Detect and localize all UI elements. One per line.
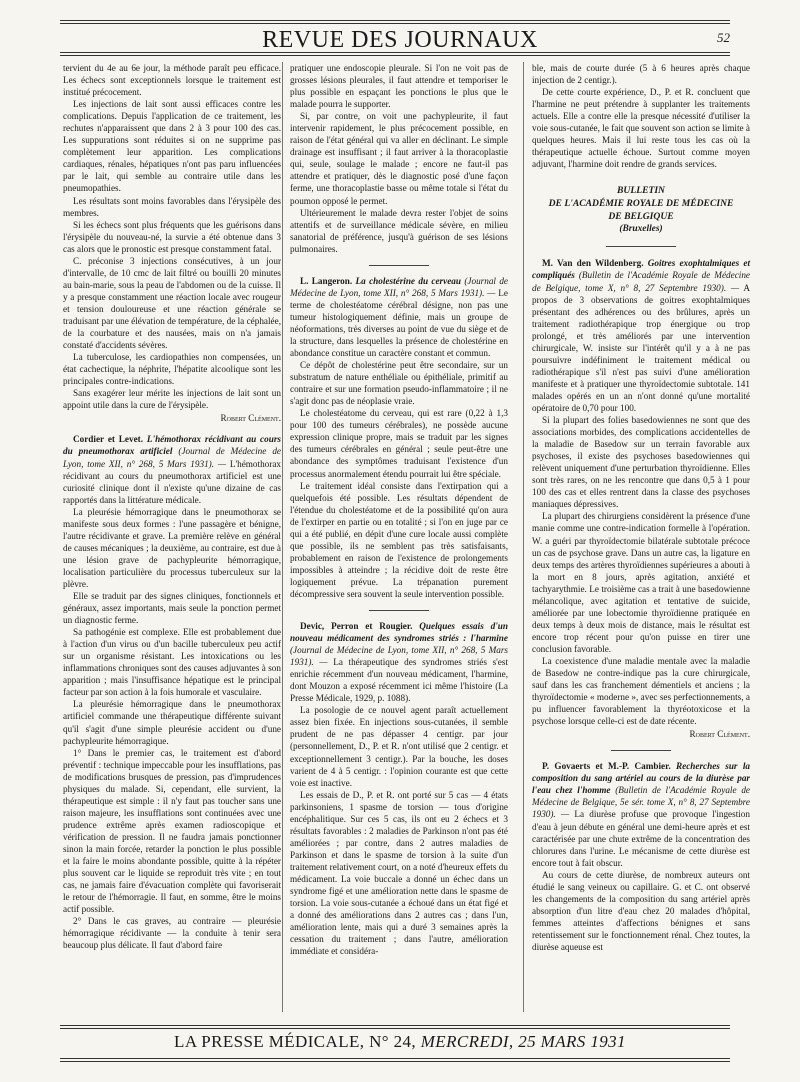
paragraph: Le terme de cholestéatome cérébral désigne, non pas une tumeur histologiquement définie, mais un groupe de néoformations, très diverses au point de vue du siège et de la structure, dans lesquelles la présence de cholestérine en abondance constitue un caractère constant et commun. bbox=[290, 287, 508, 359]
footer-rule-top-inner bbox=[60, 1028, 730, 1029]
header-rule-bottom-inner bbox=[60, 55, 730, 56]
article-title: La cholestérine du cerveau bbox=[355, 275, 461, 286]
paragraph: 2° Dans le cas graves, au contraire — pleurésie hémorragique récidivante — la conduite à tenir sera beaucoup plus délicate. Il faut d'abord faire bbox=[63, 916, 281, 951]
paragraph: Les injections de lait sont aussi efficaces contre les complications. Depuis l'application de ce traitement, les rechutes n'apparaissent que dans 2 à 3 pour 100 des cas. Les suppurations sont réduites si on ne supprime pas complètement leur apparition. Les complications cardiaques, rénales, hépatiques n'ont pas paru influencées par le lait, qui semble au contraire utile dans les pneumopathies. bbox=[63, 99, 281, 194]
paragraph: La diurèse profuse que provoque l'ingestion d'eau à jeun débute en général une demi-heure après et est caractérisée par une chute extrême de la concentration des chlorures dans l'urine. Le mécanisme de cette diurèse est encore tout à fait obscur. bbox=[532, 809, 750, 868]
signature: Robert Clément. bbox=[689, 729, 750, 740]
footer-rule-bottom-inner bbox=[60, 1061, 730, 1062]
article-reference: (Bulletin de l'Académie Royale de Médecine de Belgique, 5e sér. tome X, n° 8, 27 Septembre 1930). — bbox=[532, 785, 750, 820]
paragraph: Elle se traduit par des signes cliniques, fonctionnels et généraux, assez importants, mais seule la ponction permet un diagnostic ferme. bbox=[63, 591, 281, 626]
article-authors: P. Govaerts et M.-P. Cambier. bbox=[542, 761, 671, 772]
paragraph: Sans exagérer leur mérite les injections de lait sont un appoint utile dans la cure de l'érysipèle. bbox=[63, 388, 281, 411]
paragraph: Le cholestéatome du cerveau, qui est rare (0,22 à 1,3 pour 100 des tumeurs cérébrales), ne possède aucune expression clinique propre, mais se traduit par les signes des tumeurs cérébrales en général ; seule peut-être une abondance des symptômes traduisant l'existence d'un processus anormalement étendu pourrait lui être spéciale. bbox=[290, 408, 508, 479]
article-title: Quelques essais d'un nouveau médicament des syndromes striés : l'harmine bbox=[290, 621, 508, 644]
footer-date: MERCREDI, 25 MARS 1931 bbox=[420, 1032, 626, 1051]
column-1 bbox=[63, 62, 281, 951]
article-reference: (Journal de Médecine de Lyon, tome XII, n° 268, 5 Mars 1931). — bbox=[290, 645, 508, 668]
paragraph: C. préconise 3 injections consécutives, à un jour d'intervalle, de 10 cmc de lait filtré ou bouilli 20 minutes au bain-marie, sous la peau de l'abdomen ou de la cuisse. Il y a presque constamment une réaction locale avec rougeur et tension douloureuse et une réaction générale se traduisant par une élévation de température, de la céphalée, de la courbature et des nausées, mais on n'a jamais constaté d'accidents sévères. bbox=[63, 255, 281, 351]
page-footer bbox=[0, 1032, 800, 1052]
footer-journal: LA PRESSE MÉDICALE, bbox=[174, 1032, 365, 1051]
article-heading bbox=[290, 275, 508, 359]
footer-issue: N° 24, bbox=[369, 1032, 417, 1051]
paragraph: La pleurésie hémorragique dans le pneumothorax se manifeste sous deux formes : l'une passagère et bénigne, l'autre récidivante et grave. La première relève en général de causes mécaniques ; la deuxième, au contraire, est due à une lésion grave de pachypleurite hémorragique, localisation particulière du processus tuberculeux sur la plèvre. bbox=[63, 506, 281, 589]
paragraph: La plupart des chirurgiens considèrent la présence d'une manie comme une contre-indication formelle à l'opération. W. a guéri par thyroïdectomie bilatérale subtotale précoce un cas de psychose grave. Dans un autre cas, la ligature en deux temps des artères thyroïdiennes supérieures a abouti à la mort en 8 jours, après agitation, anxiété et tachyarythmie. Le troisième cas a trait à une basedowienne mélancolique, avec agitation et tentative de suicide, améliorée par une lobectomie thyroïdienne pratiquée en deux temps à deux mois de distance, mais le résultat est encore trop récent pour qu'on puisse en tirer une conclusion favorable. bbox=[532, 511, 750, 654]
paragraph: Les résultats sont moins favorables dans l'érysipèle des membres. bbox=[63, 195, 281, 218]
article-title: L'hémothorax récidivant au cours du pneumothorax artificiel bbox=[63, 434, 281, 457]
paragraph: De cette courte expérience, D., P. et R. concluent que l'harmine ne peut prétendre à supplanter les traitements actuels. Elle a contre elle la presque nécessité d'utiliser la voie sous-cutanée, le fait que souvent son action se limite à quelques heures. Mais il lui reste tous les cas où la thérapeutique actuelle échoue. Surtout comme moyen adjuvant, l'harmine doit rendre de grands services. bbox=[532, 87, 750, 170]
header-rule-top bbox=[60, 20, 730, 21]
paragraph: tervient du 4e au 6e jour, la méthode paraît peu efficace. Les échecs sont exceptionnels lorsque le traitement est institué précocement. bbox=[63, 63, 281, 98]
article-separator bbox=[369, 610, 429, 611]
bulletin-location: (Bruxelles) bbox=[619, 224, 663, 235]
article-reference: (Journal de Médecine de Lyon, tome XII, n° 268, 5 Mars 1931). — bbox=[290, 275, 508, 298]
paragraph: La coexistence d'une maladie mentale avec la maladie de Basedow ne contre-indique pas la cure chirurgicale, sauf dans les cas franchement démentiels et anciens ; la thyroïdectomie « moderne », avec ses perfectionnements, a pu influencer favorablement la thyréotoxicose et la psychose lorsque celle-ci est de date récente. bbox=[532, 655, 750, 727]
footer-rule-top bbox=[60, 1025, 730, 1026]
page-title: REVUE DES JOURNAUX bbox=[262, 27, 538, 53]
article-heading bbox=[63, 433, 281, 505]
column-2 bbox=[290, 62, 508, 957]
paragraph: La tuberculose, les cardiopathies non compensées, un état cachectique, la néphrite, l'hépatite alcoolique sont les principales contre-indications. bbox=[63, 352, 281, 387]
article-title: Recherches sur la composition du sang artériel au cours de la diurèse par l'eau chez l'homme bbox=[532, 761, 751, 796]
bulletin-line: DE BELGIQUE bbox=[608, 211, 674, 223]
article-authors: L. Langeron. bbox=[300, 275, 353, 286]
paragraph: La posologie de ce nouvel agent paraît actuellement assez bien fixée. En injections sous-cutanées, il semble prudent de ne pas dépasser 4 centigr. par jour (personnellement, D., P. et R. n'ont utilisé que 2 centigr. et exceptionnellement 3 centigr.). Par la bouche, les doses varient de 4 à 5 centigr. : l'opinion courante est que cette voie est inactive. bbox=[290, 705, 508, 788]
paragraph: pratiquer une endoscopie pleurale. Si l'on ne voit pas de grosses lésions pleurales, il faut attendre et temporiser le plus possible en espaçant les ponctions le plus que le malade pourra le supporter. bbox=[290, 63, 508, 110]
article-heading bbox=[532, 760, 750, 868]
paragraph: Au cours de cette diurèse, de nombreux auteurs ont étudié le sang veineux ou capillaire. G. et C. ont observé les changements de la composition du sang artériel après absorption d'un litre d'eau chez 20 malades d'hôpital, femmes atteintes d'affections bénignes et sans retentissement sur le fonctionnement rénal. Chez toutes, la diurèse aqueuse est bbox=[532, 869, 750, 952]
article-reference: (Bulletin de l'Académie Royale de Médecine de Belgique, tome X, n° 8, 27 Septembre 1930). — bbox=[532, 270, 750, 293]
signature: Robert Clément. bbox=[220, 413, 281, 424]
header-rule-bottom bbox=[60, 52, 730, 53]
article-authors: Devic, Perron et Rougier. bbox=[300, 621, 413, 632]
section-heading-bulletin bbox=[532, 184, 750, 236]
paragraph: Le traitement idéal consiste dans l'extirpation qui a quelquefois été possible. Les résultats dépendent de l'étendue du cholestéatome et de la possibilité qu'on aura de l'extirper en partie ou en totalité ; si l'on en juge par ce qui a été publié, en dépit d'une cure locale aussi complète que possible, ils ne semblent pas très satisfaisants, probablement en raison de l'existence de prolongements impossibles à atteindre ; la récidive doit de reste être logiquement prévue. La trépanation purement décompressive sera souvent la seule intervention possible. bbox=[290, 480, 508, 599]
paragraph: Si la plupart des folies basedowiennes ne sont que des associations morbides, des complications accidentelles de la maladie de Basedow sur un terrain favorable aux psychoses, il existe des psychoses basedowiennes qui relèvent uniquement d'une perturbation thyroïdienne. Elles sont très rares, on ne les rencontre que dans 0,5 à 1 pour 100 des cas et elles rentrent dans la classe des psychoses maniaques dépressives. bbox=[532, 415, 750, 510]
article-authors: M. Van den Wildenberg. bbox=[542, 258, 644, 269]
article-heading bbox=[290, 620, 508, 704]
column-divider-1 bbox=[282, 62, 283, 1012]
footer-rule-bottom bbox=[60, 1058, 730, 1059]
paragraph: 1° Dans le premier cas, le traitement est d'abord préventif : technique impeccable pour les insufflations, pas de modifications brusques de pression, pas d'imprudences physiques du malade. Si, cependant, elle survient, la thérapeutique est simple : il n'y faut pas toucher sans une raison majeure, les insufflations sont continuées avec une prudence extrême après examen radioscopique et vérification de pression. Il ne faudra jamais ponctionner sinon la main forcée, retarder la ponction le plus possible et la faire le moins abondante possible, quitte à la répéter plus souvent car le liquide se reproduit très vite ; en tout cas, ne jamais faire d'évacuation complète qui favoriserait le retour de l'hémorragie. Il faut, en somme, être le moins actif possible. bbox=[63, 747, 281, 915]
section-rule bbox=[606, 246, 676, 247]
bulletin-line: DE L'ACADÉMIE ROYALE DE MÉDECINE bbox=[548, 198, 734, 210]
paragraph: A propos de 3 observations de goitres exophtalmiques présentant des adhérences ou des brûlures, après un traitement radiothérapique trop énergique ou trop prolongé, et très améliorés par une intervention chirurgicale, W. insiste sur l'intérêt qu'il y a à ne pas poursuivre indéfiniment le traitement médical ou radiothérapique s'il n'est pas suivi d'une amélioration manifeste et à pratiquer une thyroïdectomie subtotale. 141 malades opérés en un an n'ont donné qu'une mortalité opératoire de 0,70 pour 100. bbox=[532, 282, 750, 413]
paragraph: Si, par contre, on voit une pachypleurite, il faut intervenir rapidement, le plus précocement possible, en raison de l'état général qui va aller en déclinant. Le simple drainage est insuffisant ; il faut arriver à la thoracoplastie qui, seule, soulage le malade ; encore ne faut-il pas attendre et pratiquer, dès le diagnostic posé d'une façon ferme, une thoracoplastie basse ou même totale si l'état du poumon opposé le permet. bbox=[290, 111, 508, 206]
column-divider-2 bbox=[523, 62, 524, 1012]
article-heading bbox=[532, 257, 750, 414]
paragraph: La thérapeutique des syndromes striés s'est enrichie récemment d'un nouveau médicament, l'harmine, dont Mouzon a exposé récemment ici même l'histoire (La Presse Médicale, 1929, p. 1088). bbox=[290, 657, 509, 704]
column-3 bbox=[532, 62, 750, 953]
article-reference: (Journal de Médecine de Lyon, tome XII, n° 268, 5 Mars 1931). — bbox=[63, 446, 281, 469]
paragraph: L'hémothorax récidivant au cours du pneumothorax artificiel est une curiosité clinique dont il n'existe qu'une dizaine de cas rapportés dans la littérature médicale. bbox=[63, 458, 281, 505]
header-rule-top-inner bbox=[60, 23, 730, 24]
page-number: 52 bbox=[717, 30, 730, 45]
paragraph: La pleurésie hémorragique dans le pneumothorax artificiel commande une thérapeutique différente suivant qu'il s'agit d'une simple pleurésie accident ou d'une pachypleurite hémorragique. bbox=[63, 699, 281, 746]
paragraph: Ultérieurement le malade devra rester l'objet de soins attentifs et de surveillance médicale sévère, en milieu sanatorial de préférence, jusqu'à guérison de ses lésions pulmonaires. bbox=[290, 207, 508, 254]
article-title: Goitres exophtalmiques et compliqués bbox=[532, 258, 751, 281]
article-separator bbox=[369, 265, 429, 266]
paragraph: Sa pathogénie est complexe. Elle est probablement due à l'action d'un virus ou d'un bacille tuberculeux peu actif sur un organisme résistant. Les intoxications ou les inflammations chroniques sont des causes adjuvantes à son apparition ; mais l'insuffisance hépatique est le principal facteur par son action à la fois humorale et vasculaire. bbox=[63, 627, 281, 698]
paragraph: Les essais de D., P. et R. ont porté sur 5 cas — 4 états parkinsoniens, 1 spasme de torsion — tous d'origine encéphalitique. Sur ces 5 cas, ils ont eu 2 échecs et 3 résultats favorables : 2 maladies de Parkinson n'ont pas été améliorées ; par contre, dans 2 autres maladies de Parkinson et dans le spasme de torsion à la suite d'un traitement relativement court, on a noté d'heureux effets du médicament. La voie buccale a donné un échec dans un syndrome figé et une amélioration nette dans le spasme de torsion. La voie sous-cutanée a échoué dans un état figé et a donné des améliorations dans 2 autres cas ; dans l'un, amélioration lente, mais qui a duré 3 semaines après la cessation du traitement ; dans l'autre, amélioration immédiate et considéra- bbox=[290, 789, 508, 957]
paragraph: Si les échecs sont plus fréquents que les guérisons dans l'érysipèle du nouveau-né, la survie a été obtenue dans 3 cas alors que le pronostic est presque constamment fatal. bbox=[63, 219, 281, 254]
paragraph: ble, mais de courte durée (5 à 6 heures après chaque injection de 2 centigr.). bbox=[532, 63, 750, 86]
paragraph: Ce dépôt de cholestérine peut être secondaire, sur un substratum de nature enthéliale ou épithéliale, primitif au contraire et sur une formation pseudo-inflammatoire ; il ne s'agit donc pas de néoplasie vraie. bbox=[290, 360, 508, 407]
article-authors: Cordier et Levet. bbox=[73, 434, 144, 445]
article-separator bbox=[611, 750, 671, 751]
bulletin-line: BULLETIN bbox=[617, 185, 665, 197]
